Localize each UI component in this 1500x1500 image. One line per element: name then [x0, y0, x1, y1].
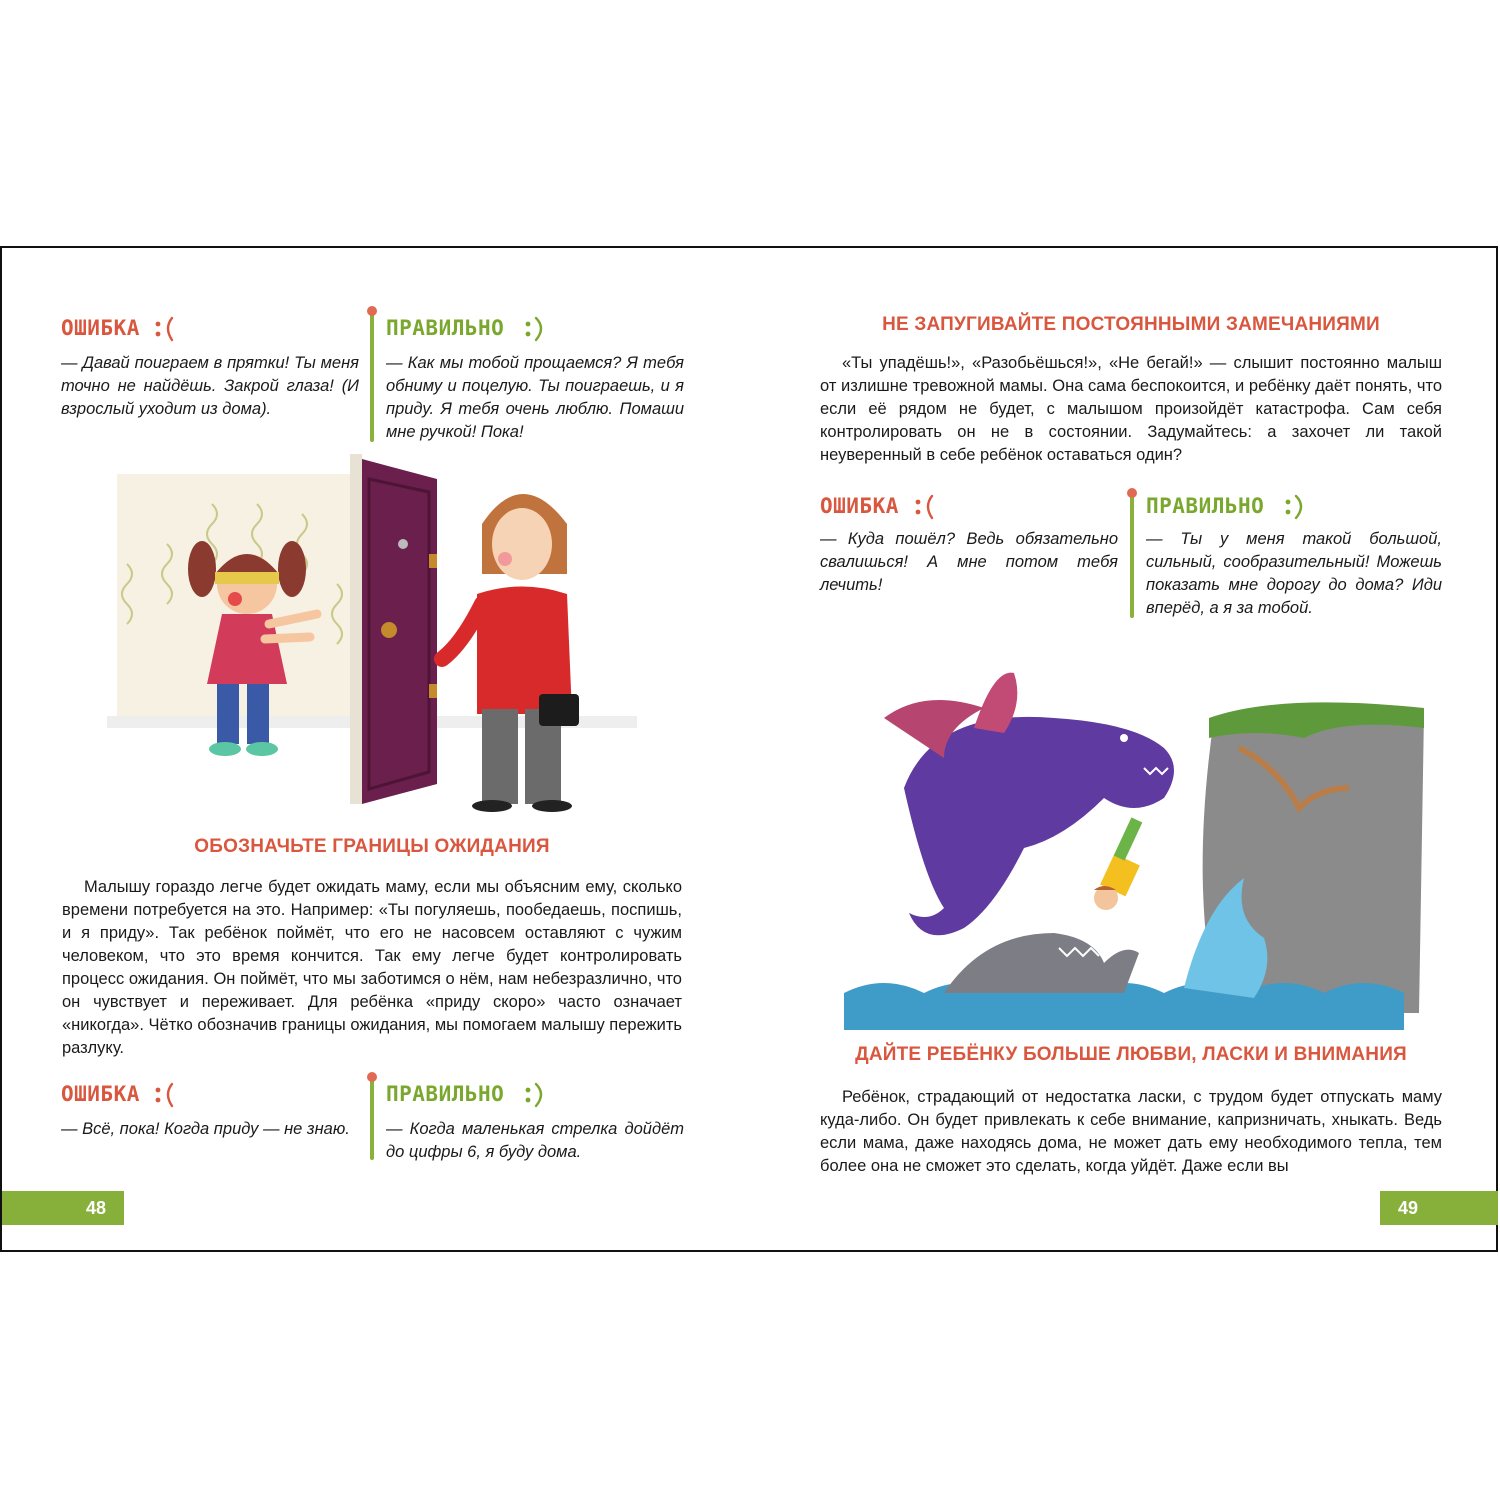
section-heading-warnings: НЕ ЗАПУГИВАЙТЕ ПОСТОЯННЫМИ ЗАМЕЧАНИЯМИ	[882, 314, 1380, 335]
error-quote: — Куда пошёл? Ведь обязательно свалишься! А мне потом тебя лечить!	[820, 530, 1118, 594]
error-label: ОШИБКА	[61, 316, 140, 340]
paragraph-warnings: «Ты упадёшь!», «Разобьёшься!», «Не бегай!» — слышит постоянно малыш от излишне тревожной мамы. Она сама беспокоится, и ребёнку даёт понять, что если её рядом не будет, с малышом произойдёт катастрофа. Сам себя контролировать он не в состоянии. Задумайтесь: а захочет ли такой неуверенный в себе ребёнок оставаться один?	[820, 354, 1442, 464]
sad-face-icon	[912, 492, 946, 522]
correct-quote: — Когда маленькая стрелка дойдёт до цифры 6, я буду дома.	[386, 1120, 684, 1161]
correct-quote: — Ты у меня такой большой, сильный, сообразительный! Можешь показать мне дорогу до дома? Иди вперёд, а я за тобой.	[1146, 530, 1442, 617]
error-label: ОШИБКА	[820, 494, 899, 518]
book-spread	[0, 246, 1498, 1252]
sad-face-icon	[152, 1080, 186, 1110]
paragraph-wait: Малышу гораздо легче будет ожидать маму, если мы объясним ему, сколько времени потребуется на это. Например: «Ты погуляешь, пообедаешь, поспишь, и я приду». Так ребёнок поймёт, что его не насовсем оставляют с чужим человеком, что это время кончится. Так ему легче будет контролировать процесс ожидания. Он поймёт, что мы заботимся о нём, нам небезразлично, что он чувствует и переживает. Для ребёнка «приду скоро» часто означает «никогда». Чётко обозначив границы ожидания, мы помогаем малышу пережить разлуку.	[62, 878, 682, 1057]
divider-bar	[370, 312, 374, 442]
error-quote: — Давай поиграем в прятки! Ты меня точно не найдёшь. Закрой глаза! (И взрослый уходит из дома).	[61, 354, 359, 418]
happy-face-icon	[1280, 492, 1314, 522]
section-heading-wait: ОБОЗНАЧЬТЕ ГРАНИЦЫ ОЖИДАНИЯ	[194, 836, 550, 857]
error-quote: — Всё, пока! Когда приду — не знаю.	[61, 1120, 350, 1138]
error-label: ОШИБКА	[61, 1082, 140, 1106]
divider-bar	[1130, 494, 1134, 618]
section-heading-love: ДАЙТЕ РЕБЁНКУ БОЛЬШЕ ЛЮБВИ, ЛАСКИ И ВНИМАНИЯ	[855, 1044, 1407, 1065]
page-number-left: 48	[2, 1191, 124, 1225]
sad-face-icon	[152, 314, 186, 344]
correct-label: ПРАВИЛЬНО	[386, 1082, 505, 1106]
correct-label: ПРАВИЛЬНО	[1146, 494, 1265, 518]
page-number-right: 49	[1380, 1191, 1498, 1225]
happy-face-icon	[520, 314, 554, 344]
correct-quote: — Как мы тобой прощаемся? Я тебя обниму и поцелую. Ты поиграешь, и я приду. Я тебя очень люблю. Помаши мне ручкой! Пока!	[386, 354, 684, 441]
happy-face-icon	[520, 1080, 554, 1110]
dragon-illustration	[844, 658, 1426, 1030]
paragraph-love: Ребёнок, страдающий от недостатка ласки, с трудом будет отпускать маму куда-либо. Он будет привлекать к себе внимание, капризничать, хныкать. Ведь если мама, даже находясь дома, не может дать ему необходимого тепла, тем более она не сможет это сделать, когда уйдёт. Даже если вы	[820, 1088, 1442, 1175]
correct-label: ПРАВИЛЬНО	[386, 316, 505, 340]
divider-bar	[370, 1078, 374, 1160]
door-illustration	[107, 454, 637, 814]
